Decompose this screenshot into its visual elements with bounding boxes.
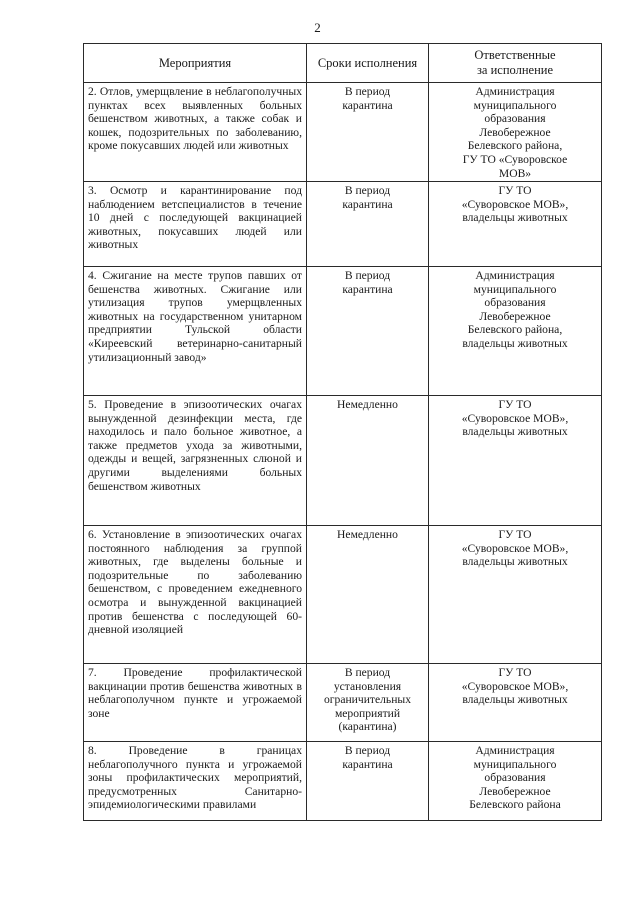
term-cell: В период карантина — [307, 182, 429, 267]
responsible-cell: Администрация муниципального образования Левобережное Белевского района — [429, 742, 602, 821]
activity-cell: 2. Отлов, умерщвление в неблагополучных пунктах всех выявленных больных бешенством животных, а также собак и кошек, подозрительных по заболеванию, кроме покусавших людей или животных — [84, 83, 307, 182]
activity-cell: 5. Проведение в эпизоотических очагах вынужденной дезинфекции места, где находилось и пало больное животное, а также предметов ухода за животными, одежды и вещей, загрязненных слюной и другими выделениями больных бешенством животных — [84, 396, 307, 526]
responsible-cell: ГУ ТО «Суворовское МОВ», владельцы животных — [429, 182, 602, 267]
table-row — [84, 267, 602, 396]
responsible-cell: Администрация муниципального образования Левобережное Белевского района, ГУ ТО «Суворовское МОВ» — [429, 83, 602, 182]
responsible-cell: ГУ ТО «Суворовское МОВ», владельцы животных — [429, 526, 602, 664]
term-cell: Немедленно — [307, 396, 429, 526]
table-row — [84, 742, 602, 821]
table-row — [84, 396, 602, 526]
activity-cell: 6. Установление в эпизоотических очагах постоянного наблюдения за группой животных, где выделены больные и подозрительные по заболеванию бешенством, с проведением ежедневного осмотра и вынужденной вакцинацией против бешенства с последующей 60-дневной изоляцией — [84, 526, 307, 664]
table-header-row — [84, 44, 602, 83]
activities-table — [83, 43, 602, 821]
table-row — [84, 83, 602, 182]
table-row — [84, 182, 602, 267]
responsible-cell: ГУ ТО «Суворовское МОВ», владельцы животных — [429, 664, 602, 742]
activity-cell: 7. Проведение профилактической вакцинации против бешенства животных в неблагополучном пункте и угрожаемой зоне — [84, 664, 307, 742]
term-cell: Немедленно — [307, 526, 429, 664]
term-cell: В период карантина — [307, 267, 429, 396]
header-responsible: Ответственные за исполнение — [429, 44, 602, 83]
header-activities: Мероприятия — [84, 44, 307, 83]
term-cell: В период карантина — [307, 742, 429, 821]
activity-cell: 3. Осмотр и карантинирование под наблюдением ветспециалистов в течение 10 дней с последующей вакцинацией животных, покусавших людей или животных — [84, 182, 307, 267]
activity-cell: 8. Проведение в границах неблагополучного пункта и угрожаемой зоны профилактических мероприятий, предусмотренных Санитарно-эпидемиологическими правилами — [84, 742, 307, 821]
term-cell: В период установления ограничительных мероприятий (карантина) — [307, 664, 429, 742]
page-number: 2 — [314, 20, 321, 35]
term-cell: В период карантина — [307, 83, 429, 182]
header-terms: Сроки исполнения — [307, 44, 429, 83]
activity-cell: 4. Сжигание на месте трупов павших от бешенства животных. Сжигание или утилизация трупов умерщвленных животных на государственном унитарном предприятии Тульской области «Киреевский ветеринарно-санитарный утилизационный завод» — [84, 267, 307, 396]
table-row — [84, 664, 602, 742]
responsible-cell: Администрация муниципального образования Левобережное Белевского района, владельцы животных — [429, 267, 602, 396]
responsible-cell: ГУ ТО «Суворовское МОВ», владельцы животных — [429, 396, 602, 526]
table-row — [84, 526, 602, 664]
